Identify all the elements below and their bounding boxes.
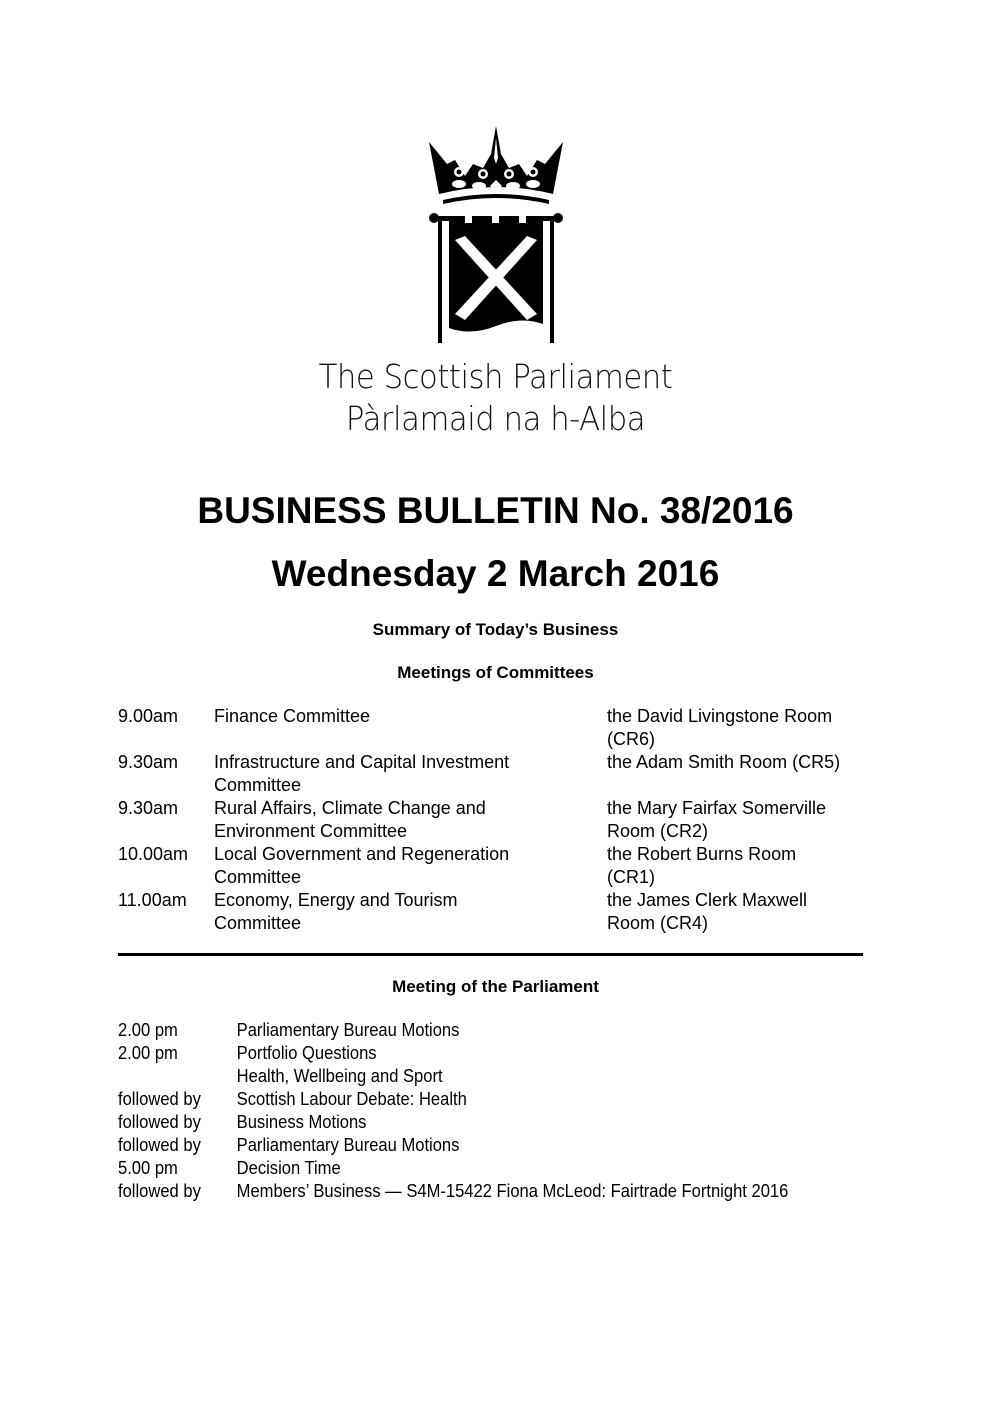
committee-name: Local Government and Regeneration Committee: [214, 844, 510, 887]
committee-row: [118, 751, 878, 797]
committee-name: Economy, Energy and Tourism Committee: [214, 890, 458, 933]
committee-time: 9.30am: [118, 798, 179, 818]
schedule-item: Portfolio Questions: [236, 1043, 377, 1063]
parliament-name-gaelic: Pàrlamaid na h-Alba: [345, 399, 646, 438]
schedule-time: followed by: [118, 1135, 201, 1155]
schedule-time: followed by: [118, 1089, 201, 1109]
schedule-time: 5.00 pm: [118, 1158, 178, 1178]
schedule-row: [118, 1180, 817, 1203]
schedule-item: Decision Time: [236, 1158, 341, 1178]
schedule-row: [118, 1088, 817, 1111]
schedule-time: [118, 1065, 237, 1088]
section-divider: [118, 953, 863, 956]
schedule-row: [118, 1042, 817, 1065]
committee-time: 9.30am: [118, 752, 179, 772]
bulletin-title: BUSINESS BULLETIN No. 38/2016: [197, 490, 794, 531]
schedule-row: [118, 1019, 817, 1042]
schedule-item: Parliamentary Bureau Motions: [236, 1135, 460, 1155]
summary-heading: Summary of Today’s Business: [372, 620, 619, 639]
committee-time: 10.00am: [118, 844, 189, 864]
committees-heading: Meetings of Committees: [397, 663, 594, 682]
committees-table: [118, 705, 878, 935]
parliament-heading: Meeting of the Parliament: [392, 977, 599, 996]
committee-name: Rural Affairs, Climate Change and Environment Committee: [214, 798, 486, 841]
committee-room: the Adam Smith Room (CR5): [607, 752, 841, 772]
committee-row: [118, 797, 878, 843]
schedule-row: [118, 1111, 817, 1134]
committee-room: the Mary Fairfax Somerville Room (CR2): [607, 798, 827, 841]
committee-row: [118, 843, 878, 889]
schedule-row: [118, 1157, 817, 1180]
schedule-item: Parliamentary Bureau Motions: [236, 1020, 460, 1040]
schedule-item: Business Motions: [236, 1112, 367, 1132]
committee-name: Infrastructure and Capital Investment Committee: [214, 752, 510, 795]
committee-row: [118, 705, 878, 751]
schedule-item: Health, Wellbeing and Sport: [236, 1066, 443, 1086]
committee-name: Finance Committee: [214, 706, 371, 726]
scottish-parliament-crest-icon: [425, 124, 567, 346]
schedule-row: [118, 1065, 817, 1088]
parliament-name-english: The Scottish Parliament: [318, 357, 673, 396]
schedule-item: Members’ Business — S4M-15422 Fiona McLeod: Fairtrade Fortnight 2016: [236, 1181, 789, 1201]
committee-room: the David Livingstone Room (CR6): [607, 706, 833, 749]
schedule-item: Scottish Labour Debate: Health: [236, 1089, 467, 1109]
schedule-time: followed by: [118, 1112, 201, 1132]
schedule-row: [118, 1134, 817, 1157]
committee-row: [118, 889, 878, 935]
committee-time: 11.00am: [118, 890, 187, 910]
schedule-time: 2.00 pm: [118, 1043, 178, 1063]
bulletin-date: Wednesday 2 March 2016: [271, 553, 720, 594]
parliament-schedule: [118, 1019, 817, 1203]
schedule-time: 2.00 pm: [118, 1020, 178, 1040]
committee-room: the Robert Burns Room (CR1): [607, 844, 797, 887]
committee-room: the James Clerk Maxwell Room (CR4): [607, 890, 808, 933]
schedule-time: followed by: [118, 1181, 201, 1201]
committee-time: 9.00am: [118, 706, 179, 726]
